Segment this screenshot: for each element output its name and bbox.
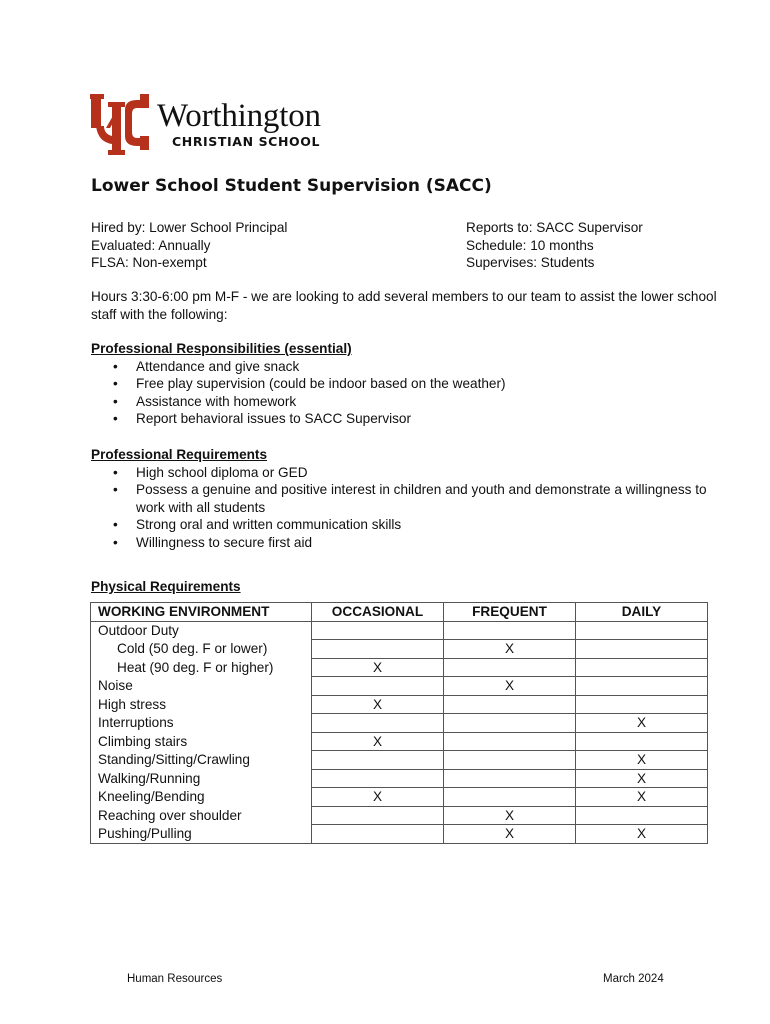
bullet-icon: •	[113, 517, 118, 532]
responsibilities-section	[91, 340, 721, 428]
table-row	[91, 658, 708, 677]
cell-daily	[576, 621, 708, 640]
column-header-frequent: FREQUENT	[444, 603, 576, 622]
table-row	[91, 640, 708, 659]
cell-occasional	[312, 825, 444, 844]
column-header-occasional: OCCASIONAL	[312, 603, 444, 622]
table-row	[91, 751, 708, 770]
bullet-icon: •	[113, 411, 118, 426]
footer-date: March 2024	[603, 973, 664, 985]
requirements-section	[91, 446, 721, 551]
school-name: Worthington	[157, 98, 321, 134]
bullet-icon: •	[113, 534, 118, 550]
cell-daily	[576, 695, 708, 714]
bullet-icon: •	[113, 358, 118, 374]
cell-daily	[576, 732, 708, 751]
list-item	[91, 481, 721, 516]
list-item-text: High school diploma or GED	[136, 464, 308, 480]
hired-by: Hired by: Lower School Principal	[91, 220, 288, 235]
list-item	[91, 516, 721, 534]
list-item	[91, 464, 721, 482]
cell-frequent: X	[444, 677, 576, 696]
cell-frequent	[444, 788, 576, 807]
cell-frequent: X	[444, 825, 576, 844]
cell-frequent: X	[444, 806, 576, 825]
cell-frequent: X	[444, 640, 576, 659]
cell-frequent	[444, 621, 576, 640]
bullet-icon: •	[113, 393, 118, 409]
cell-frequent	[444, 769, 576, 788]
bullet-icon: •	[113, 464, 118, 480]
row-label: Noise	[91, 677, 312, 696]
list-item-text: Strong oral and written communication skills	[136, 517, 402, 532]
physical-requirements-table	[90, 602, 708, 844]
flsa-status: FLSA: Non-exempt	[91, 255, 207, 270]
cell-frequent	[444, 714, 576, 733]
physical-requirements-heading: Physical Requirements	[91, 579, 241, 594]
cell-daily	[576, 677, 708, 696]
reports-to: Reports to: SACC Supervisor	[466, 220, 643, 235]
cell-daily: X	[576, 825, 708, 844]
table-row	[91, 714, 708, 733]
row-label: Cold (50 deg. F or lower)	[91, 640, 312, 659]
cell-daily: X	[576, 788, 708, 807]
cell-daily	[576, 640, 708, 659]
table-row	[91, 677, 708, 696]
cell-occasional	[312, 751, 444, 770]
column-header-environment: WORKING ENVIRONMENT	[91, 603, 312, 622]
row-label: Pushing/Pulling	[91, 825, 312, 844]
document-title: Lower School Student Supervision (SACC)	[91, 176, 492, 196]
cell-occasional	[312, 806, 444, 825]
bullet-icon: •	[113, 376, 118, 391]
cell-occasional: X	[312, 695, 444, 714]
row-label: Standing/Sitting/Crawling	[91, 751, 312, 770]
cell-occasional	[312, 714, 444, 733]
list-item-text: Assistance with homework	[136, 393, 297, 409]
row-label: Climbing stairs	[91, 732, 312, 751]
list-item-text: Possess a genuine and positive interest in children and youth and demonstrate a willingness to work with all students	[136, 482, 707, 515]
responsibilities-list	[91, 358, 721, 428]
cell-occasional: X	[312, 732, 444, 751]
cell-occasional	[312, 677, 444, 696]
schedule: Schedule: 10 months	[466, 237, 594, 253]
cell-daily: X	[576, 714, 708, 733]
row-label: Kneeling/Bending	[91, 788, 312, 807]
cell-occasional	[312, 640, 444, 659]
cell-occasional	[312, 621, 444, 640]
table-row	[91, 806, 708, 825]
list-item	[91, 410, 721, 428]
list-item-text: Willingness to secure first aid	[136, 534, 313, 550]
cell-occasional: X	[312, 788, 444, 807]
row-label: Heat (90 deg. F or higher)	[91, 658, 312, 677]
job-meta-right	[466, 219, 643, 272]
list-item	[91, 375, 721, 393]
table-row	[91, 732, 708, 751]
table-row	[91, 788, 708, 807]
list-item	[91, 534, 721, 552]
cell-daily	[576, 658, 708, 677]
evaluated: Evaluated: Annually	[91, 237, 211, 253]
cell-occasional: X	[312, 658, 444, 677]
table-row	[91, 621, 708, 640]
list-item-text: Report behavioral issues to SACC Supervisor	[136, 411, 412, 426]
table-header-row	[91, 603, 708, 622]
cell-frequent	[444, 658, 576, 677]
cell-frequent	[444, 732, 576, 751]
requirements-list	[91, 464, 721, 552]
row-label: Interruptions	[91, 714, 312, 733]
cell-daily: X	[576, 751, 708, 770]
cell-frequent	[444, 751, 576, 770]
cell-daily	[576, 806, 708, 825]
list-item	[91, 358, 721, 376]
column-header-daily: DAILY	[576, 603, 708, 622]
supervises: Supervises: Students	[466, 255, 595, 270]
table-row	[91, 769, 708, 788]
requirements-heading: Professional Requirements	[91, 447, 268, 462]
list-item	[91, 393, 721, 411]
wcs-monogram-logo-icon	[90, 92, 156, 158]
row-label: High stress	[91, 695, 312, 714]
intro-paragraph: Hours 3:30-6:00 pm M-F - we are looking to add several members to our team to assist the lower school staff with the following:	[91, 289, 717, 322]
row-label: Reaching over shoulder	[91, 806, 312, 825]
row-label: Walking/Running	[91, 769, 312, 788]
table-row	[91, 825, 708, 844]
list-item-text: Free play supervision (could be indoor based on the weather)	[136, 376, 506, 391]
school-subtitle: CHRISTIAN SCHOOL	[172, 134, 321, 149]
cell-frequent	[444, 695, 576, 714]
footer-department: Human Resources	[127, 973, 223, 985]
list-item-text: Attendance and give snack	[136, 358, 300, 374]
cell-daily: X	[576, 769, 708, 788]
bullet-icon: •	[113, 482, 118, 497]
cell-occasional	[312, 769, 444, 788]
responsibilities-heading: Professional Responsibilities (essential)	[91, 341, 352, 356]
row-label: Outdoor Duty	[91, 621, 312, 640]
job-meta-left	[91, 219, 287, 272]
table-row	[91, 695, 708, 714]
